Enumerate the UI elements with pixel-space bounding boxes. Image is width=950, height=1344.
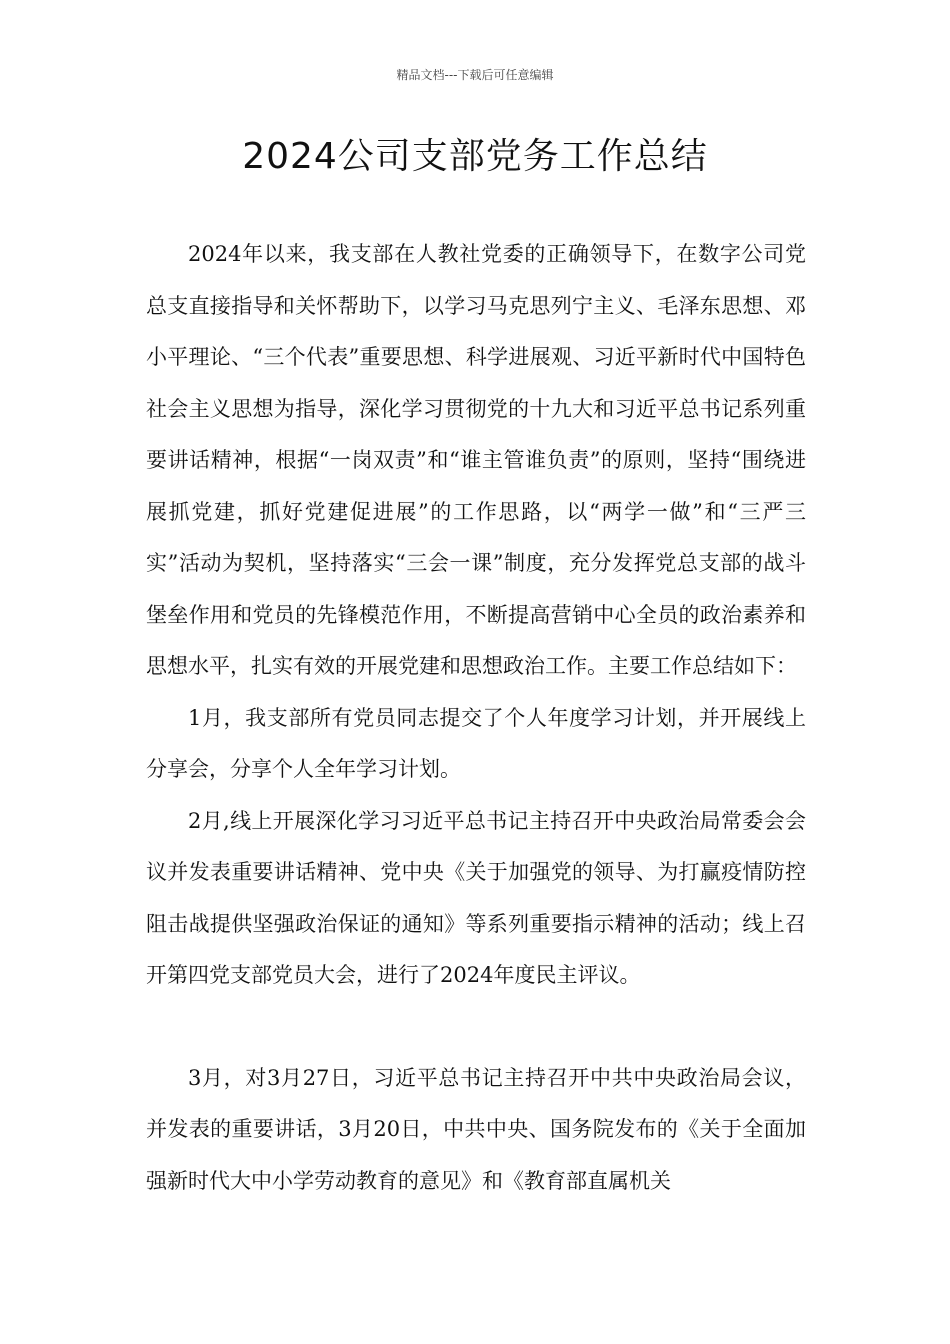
paragraph-february: 2月,线上开展深化学习习近平总书记主持召开中央政治局常委会会议并发表重要讲话精神、党中央《关于加强党的领导、为打赢疫情防控阻击战提供坚强政治保证的通知》等系列重要指示精神的活动；线上召开第四党支部党员大会，进行了2024年度民主评议。 — [146, 808, 806, 987]
paragraph-january: 1月，我支部所有党员同志提交了个人年度学习计划，并开展线上分享会，分享个人全年学习计划。 — [146, 705, 806, 781]
paragraph-march: 3月，对3月27日，习近平总书记主持召开中共中央政治局会议，并发表的重要讲话，3月20日，中共中央、国务院发布的《关于全面加强新时代大中小学劳动教育的意见》和《教育部直属机关 — [146, 1065, 806, 1193]
paragraph-intro: 2024年以来，我支部在人教社党委的正确领导下，在数字公司党总支直接指导和关怀帮助下，以学习马克思列宁主义、毛泽东思想、邓小平理论、“三个代表”重要思想、科学进展观、习近平新时代中国特色社会主义思想为指导，深化学习贯彻党的十九大和习近平总书记系列重要讲话精神，根据“一岗双责”和“谁主管谁负责”的原则，坚持“围绕进展抓党建，抓好党建促进展”的工作思路，以“两学一做”和“三严三实”活动为契机，坚持落实“三会一课”制度，充分发挥党总支部的战斗堡垒作用和党员的先锋模范作用，不断提高营销中心全员的政治素养和思想水平，扎实有效的开展党建和思想政治工作。主要工作总结如下： — [146, 242, 806, 678]
page-title: 2024公司支部党务工作总结 — [242, 136, 708, 177]
document-body — [146, 229, 806, 1207]
header-note: 精品文档---下载后可任意编辑 — [396, 68, 554, 82]
